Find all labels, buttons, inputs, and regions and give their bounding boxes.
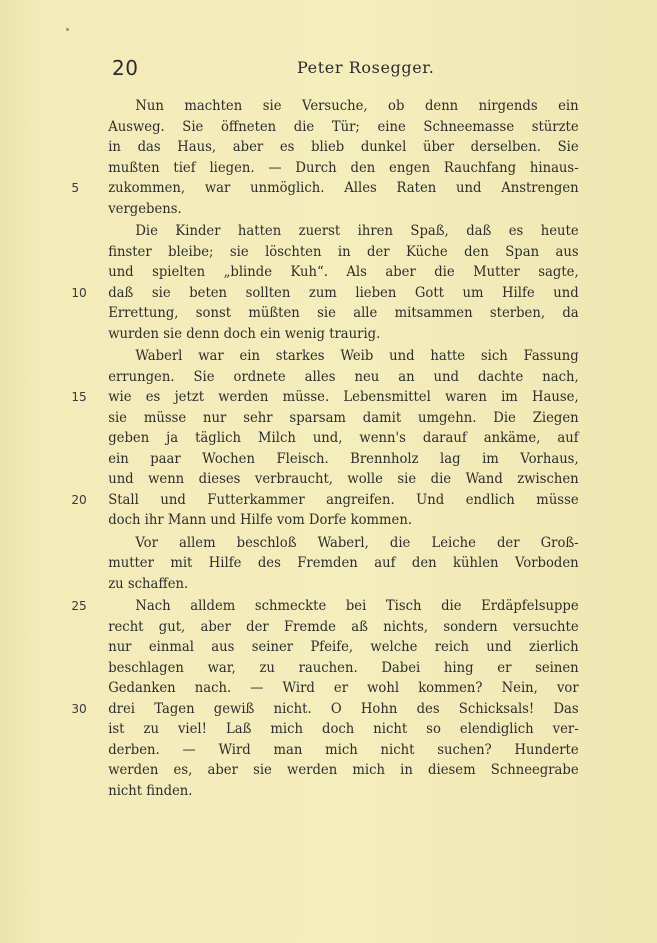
page-number: 20 (112, 56, 139, 80)
text-line (50, 574, 579, 595)
text-line (50, 617, 579, 638)
text-line (50, 303, 579, 324)
text-line (50, 760, 579, 781)
line-number: 15 (71, 389, 87, 404)
line-number: 20 (71, 491, 87, 507)
body-text (50, 96, 610, 801)
text-line (50, 262, 579, 283)
text-line (50, 678, 579, 699)
line-text: wie es jetzt werden müsse. Lebensmittel waren im Hause, (108, 389, 579, 405)
line-text: Ausweg. Sie öffneten die Tür; eine Schneemasse stürzte (108, 118, 579, 135)
line-text: Nach alldem schmeckte bei Tisch die Erdäpfelsuppe (135, 598, 579, 614)
line-text: Vor allem beschloß Waberl, die Leiche der Groß- (135, 534, 579, 551)
text-line (50, 699, 579, 720)
text-line (50, 221, 579, 242)
paper-speck (66, 28, 69, 31)
text-line (50, 283, 579, 304)
line-text: sie müsse nur sehr sparsam damit umgehn. Die Ziegen (108, 409, 579, 426)
line-text: ist zu viel! Laß mich doch nicht so elendiglich ver- (108, 721, 579, 737)
text-line (50, 158, 579, 179)
line-text: drei Tagen gewiß nicht. O Hohn des Schicksals! Das (108, 700, 579, 717)
line-text: errungen. Sie ordnete alles neu an und dachte nach, (108, 368, 579, 385)
text-line (50, 719, 579, 740)
line-number: 25 (71, 598, 87, 613)
line-text: recht gut, aber der Fremde aß nichts, sondern versuchte (108, 618, 579, 635)
text-line (50, 96, 579, 117)
line-text: nicht finden. (108, 782, 193, 799)
line-text: und wenn dieses verbraucht, wolle sie die Wand zwischen (108, 471, 579, 487)
text-line (50, 387, 579, 408)
text-line (50, 178, 579, 199)
line-text: vergebens. (108, 200, 182, 217)
line-text: Stall und Futterkammer angreifen. Und endlich müsse (108, 491, 579, 508)
line-number: 10 (71, 284, 87, 300)
text-line (50, 117, 579, 138)
line-text: in das Haus, aber es blieb dunkel über derselben. Sie (108, 139, 579, 155)
line-text: werden es, aber sie werden mich in diesem Schneegrabe (108, 762, 579, 778)
text-line (50, 596, 579, 617)
line-text: mußten tief liegen. — Durch den engen Rauchfang hinaus- (108, 159, 579, 176)
line-text: geben ja täglich Milch und, wenn's darauf ankäme, auf (108, 430, 579, 446)
line-text: mutter mit Hilfe des Fremden auf den kühlen Vorboden (108, 555, 579, 571)
line-number: 5 (71, 180, 80, 195)
text-line (50, 242, 579, 263)
page-header (112, 56, 582, 80)
line-text: Waberl war ein starkes Weib und hatte sich Fassung (135, 348, 579, 364)
line-text: daß sie beten sollten zum lieben Gott um Hilfe und (108, 284, 579, 301)
line-text: ein paar Wochen Fleisch. Brennholz lag im Vorhaus, (108, 450, 579, 467)
line-text: finster bleibe; sie löschten in der Küche den Span aus (108, 243, 579, 260)
text-line (50, 346, 579, 367)
text-line (50, 199, 579, 220)
text-line (50, 428, 579, 449)
line-text: Nun machten sie Versuche, ob denn nirgends ein (135, 98, 579, 114)
text-line (50, 469, 579, 490)
line-text: und spielten „blinde Kuh“. Als aber die Mutter sagte, (108, 264, 579, 280)
running-head: Peter Rosegger. (297, 58, 435, 77)
text-line (50, 533, 579, 554)
line-text: beschlagen war, zu rauchen. Dabei hing er seinen (108, 659, 579, 676)
text-line (50, 324, 579, 345)
line-text: zukommen, war unmöglich. Alles Raten und Anstrengen (108, 180, 579, 196)
text-line (50, 781, 579, 802)
text-line (50, 367, 579, 388)
line-number: 30 (71, 700, 87, 716)
line-text: doch ihr Mann und Hilfe vom Dorfe kommen. (108, 512, 413, 528)
line-text: wurden sie denn doch ein wenig traurig. (108, 325, 381, 342)
line-text: Errettung, sonst müßten sie alle mitsammen sterben, da (108, 305, 579, 321)
text-line (50, 408, 579, 429)
text-line (50, 658, 579, 679)
line-text: Die Kinder hatten zuerst ihren Spaß, daß es heute (135, 223, 579, 239)
line-text: Gedanken nach. — Wird er wohl kommen? Nein, vor (108, 680, 579, 696)
text-line (50, 137, 579, 158)
text-line (50, 637, 579, 658)
line-text: zu schaffen. (108, 575, 189, 592)
text-line (50, 449, 579, 470)
line-text: derben. — Wird man mich nicht suchen? Hunderte (108, 741, 579, 758)
text-line (50, 510, 579, 531)
text-line (50, 490, 579, 511)
text-line (50, 553, 579, 574)
line-text: nur einmal aus seiner Pfeife, welche reich und zierlich (108, 639, 579, 655)
text-line (50, 740, 579, 761)
